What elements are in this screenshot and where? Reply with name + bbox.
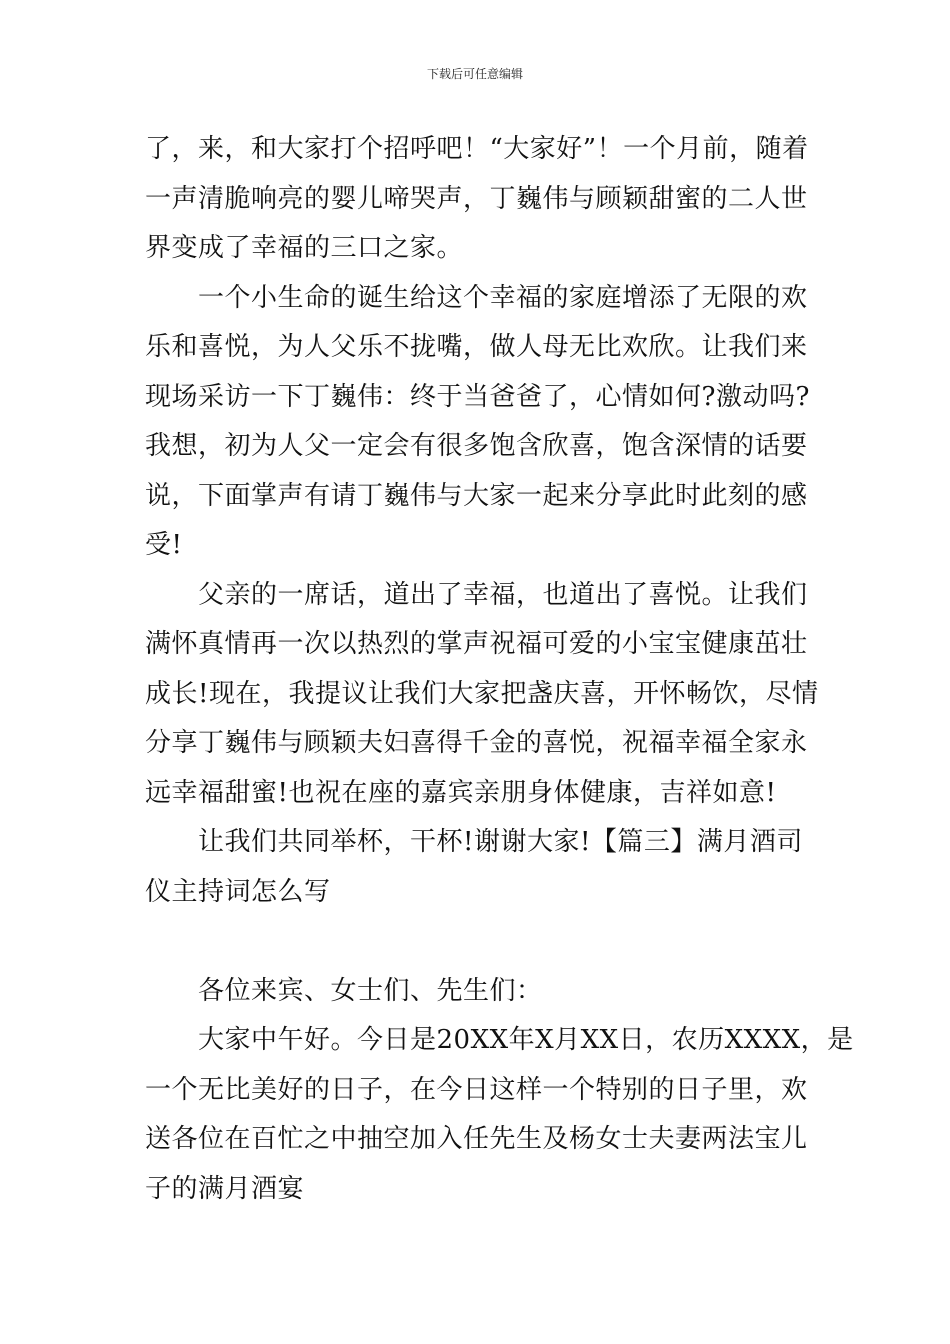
document-body	[145, 125, 854, 1214]
text-line: 让我们共同举杯，干杯!谢谢大家!【篇三】满月酒司	[198, 827, 803, 857]
text-line: 了，来，和大家打个招呼吧！“大家好”！一个月前，随着	[145, 134, 809, 164]
text-line: 受!	[145, 530, 183, 560]
text-line: 界变成了幸福的三口之家。	[145, 233, 464, 263]
text-line: 现场采访一下丁巍伟：终于当爸爸了，心情如何?激动吗?	[145, 381, 810, 412]
text-line: 我想，初为人父一定会有很多饱含欣喜，饱含深情的话要	[145, 431, 808, 461]
text-line: 仪主持词怎么写	[145, 876, 331, 907]
text-line: 大家中午好。今日是20XX年X月XX日，农历XXXX，是	[198, 1025, 854, 1055]
paragraph	[145, 1016, 854, 1214]
paragraph	[145, 125, 810, 274]
text-line: 分享丁巍伟与顾颖夫妇喜得千金的喜悦，祝福幸福全家永	[145, 728, 808, 758]
text-line: 父亲的一席话，道出了幸福，也道出了喜悦。让我们	[198, 579, 808, 610]
paragraph	[145, 274, 810, 571]
text-line: 各位来宾、女士们、先生们：	[198, 975, 543, 1006]
paragraph	[145, 818, 810, 917]
text-line: 满怀真情再一次以热烈的掌声祝福可爱的小宝宝健康茁壮	[145, 629, 808, 659]
text-line: 子的满月酒宴	[145, 1173, 305, 1204]
paragraph	[145, 967, 810, 1017]
text-line: 成长!现在，我提议让我们大家把盏庆喜，开怀畅饮，尽情	[145, 678, 819, 709]
blank-line	[145, 917, 810, 967]
text-line: 一个无比美好的日子，在今日这样一个特别的日子里，欢	[145, 1074, 808, 1105]
text-line: 远幸福甜蜜!也祝在座的嘉宾亲朋身体健康，吉祥如意!	[145, 777, 777, 808]
text-line: 送各位在百忙之中抽空加入任先生及杨女士夫妻两法宝儿	[145, 1124, 808, 1154]
text-line: 一个小生命的诞生给这个幸福的家庭增添了无限的欢	[198, 282, 808, 313]
page-header: 下载后可任意编辑	[426, 67, 523, 81]
text-line: 一声清脆响亮的婴儿啼哭声，丁巍伟与顾颖甜蜜的二人世	[145, 183, 808, 214]
text-line: 乐和喜悦，为人父乐不拢嘴，做人母无比欢欣。让我们来	[145, 332, 808, 362]
paragraph	[145, 571, 819, 819]
text-line: 说，下面掌声有请丁巍伟与大家一起来分享此时此刻的感	[145, 480, 808, 511]
